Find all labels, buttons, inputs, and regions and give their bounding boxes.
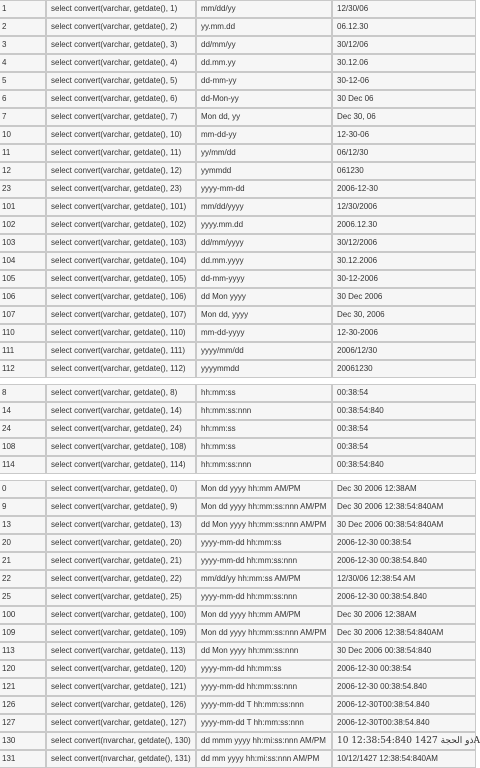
- query-cell: select convert(varchar, getdate(), 11): [46, 144, 196, 162]
- table-row: [0, 234, 476, 252]
- output-cell: 00:38:54:840: [332, 402, 476, 420]
- table-row: [0, 288, 476, 306]
- table-row: [0, 732, 476, 750]
- query-cell: select convert(varchar, getdate(), 111): [46, 342, 196, 360]
- output-cell: 30 Dec 2006 00:38:54:840: [332, 642, 476, 660]
- style-code-cell: 103: [0, 234, 46, 252]
- table-row: [0, 714, 476, 732]
- style-code-cell: 130: [0, 732, 46, 750]
- query-cell: select convert(varchar, getdate(), 22): [46, 570, 196, 588]
- query-cell: select convert(varchar, getdate(), 12): [46, 162, 196, 180]
- query-cell: select convert(varchar, getdate(), 127): [46, 714, 196, 732]
- table-row: [0, 0, 476, 18]
- table-row: [0, 420, 476, 438]
- table-row: [0, 360, 476, 378]
- style-code-cell: 100: [0, 606, 46, 624]
- style-code-cell: 20: [0, 534, 46, 552]
- format-cell: yyyy-mm-dd: [196, 180, 332, 198]
- style-code-cell: 2: [0, 18, 46, 36]
- style-code-cell: 110: [0, 324, 46, 342]
- query-cell: select convert(varchar, getdate(), 1): [46, 0, 196, 18]
- query-cell: select convert(varchar, getdate(), 23): [46, 180, 196, 198]
- query-cell: select convert(varchar, getdate(), 0): [46, 480, 196, 498]
- output-cell: Dec 30, 06: [332, 108, 476, 126]
- query-cell: select convert(varchar, getdate(), 120): [46, 660, 196, 678]
- query-cell: select convert(varchar, getdate(), 105): [46, 270, 196, 288]
- table-row: [0, 438, 476, 456]
- query-cell: select convert(varchar, getdate(), 21): [46, 552, 196, 570]
- query-cell: select convert(varchar, getdate(), 10): [46, 126, 196, 144]
- style-code-cell: 105: [0, 270, 46, 288]
- output-cell: 2006-12-30T00:38:54.840: [332, 696, 476, 714]
- format-cell: yy.mm.dd: [196, 18, 332, 36]
- output-cell: 20061230: [332, 360, 476, 378]
- format-cell: yyyy.mm.dd: [196, 216, 332, 234]
- output-cell: 10 ذو الحجة 1427 12:38:54:840A: [332, 732, 476, 750]
- table-row: [0, 180, 476, 198]
- output-cell: 12-30-2006: [332, 324, 476, 342]
- output-cell: 00:38:54:840: [332, 456, 476, 474]
- style-code-cell: 121: [0, 678, 46, 696]
- table-row: [0, 126, 476, 144]
- table-row: [0, 90, 476, 108]
- query-cell: select convert(varchar, getdate(), 20): [46, 534, 196, 552]
- output-cell: 30 Dec 2006: [332, 288, 476, 306]
- table-row: [0, 456, 476, 474]
- format-cell: dd Mon yyyy hh:mm:ss:nnn: [196, 642, 332, 660]
- output-cell: 12/30/06 12:38:54 AM: [332, 570, 476, 588]
- table-row: [0, 660, 476, 678]
- format-cell: yyyy-mm-dd hh:mm:ss: [196, 534, 332, 552]
- style-code-cell: 102: [0, 216, 46, 234]
- style-code-cell: 22: [0, 570, 46, 588]
- format-cell: dd mm yyyy hh:mi:ss:nnn AM/PM: [196, 750, 332, 768]
- style-code-cell: 126: [0, 696, 46, 714]
- format-cell: hh:mm:ss:nnn: [196, 456, 332, 474]
- format-cell: Mon dd yyyy hh:mm:ss:nnn AM/PM: [196, 624, 332, 642]
- table-row: [0, 606, 476, 624]
- query-cell: select convert(varchar, getdate(), 24): [46, 420, 196, 438]
- output-cell: 12-30-06: [332, 126, 476, 144]
- output-cell: 061230: [332, 162, 476, 180]
- format-cell: yyyy-mm-dd hh:mm:ss:nnn: [196, 678, 332, 696]
- format-cell: dd Mon yyyy: [196, 288, 332, 306]
- format-cell: mm/dd/yy hh:mm:ss AM/PM: [196, 570, 332, 588]
- query-cell: select convert(nvarchar, getdate(), 131): [46, 750, 196, 768]
- table-row: [0, 516, 476, 534]
- output-cell: 12/30/2006: [332, 198, 476, 216]
- output-cell: 30 Dec 06: [332, 90, 476, 108]
- format-cell: Mon dd, yy: [196, 108, 332, 126]
- format-cell: mm-dd-yyyy: [196, 324, 332, 342]
- table-row: [0, 534, 476, 552]
- table-row: [0, 54, 476, 72]
- style-code-cell: 4: [0, 54, 46, 72]
- table-row: [0, 384, 476, 402]
- style-code-cell: 6: [0, 90, 46, 108]
- format-cell: Mon dd yyyy hh:mm AM/PM: [196, 606, 332, 624]
- table-row: [0, 72, 476, 90]
- output-cell: 00:38:54: [332, 384, 476, 402]
- table-row: [0, 306, 476, 324]
- output-cell: Dec 30, 2006: [332, 306, 476, 324]
- table-row: [0, 36, 476, 54]
- table-row: [0, 570, 476, 588]
- table-row: [0, 108, 476, 126]
- style-code-cell: 113: [0, 642, 46, 660]
- style-code-cell: 107: [0, 306, 46, 324]
- style-code-cell: 1: [0, 0, 46, 18]
- query-cell: select convert(varchar, getdate(), 106): [46, 288, 196, 306]
- format-cell: dd-Mon-yy: [196, 90, 332, 108]
- query-cell: select convert(varchar, getdate(), 121): [46, 678, 196, 696]
- format-cell: dd.mm.yyyy: [196, 252, 332, 270]
- format-cell: mm/dd/yy: [196, 0, 332, 18]
- format-cell: dd/mm/yy: [196, 36, 332, 54]
- output-cell: 12/30/06: [332, 0, 476, 18]
- style-code-cell: 24: [0, 420, 46, 438]
- output-cell: 2006-12-30 00:38:54.840: [332, 552, 476, 570]
- query-cell: select convert(varchar, getdate(), 113): [46, 642, 196, 660]
- output-cell: 30.12.06: [332, 54, 476, 72]
- output-cell: 00:38:54: [332, 420, 476, 438]
- format-cell: dd-mm-yy: [196, 72, 332, 90]
- format-cell: hh:mm:ss: [196, 420, 332, 438]
- style-code-cell: 25: [0, 588, 46, 606]
- format-cell: hh:mm:ss:nnn: [196, 402, 332, 420]
- format-cell: dd.mm.yy: [196, 54, 332, 72]
- table-row: [0, 696, 476, 714]
- style-code-cell: 21: [0, 552, 46, 570]
- query-cell: select convert(varchar, getdate(), 110): [46, 324, 196, 342]
- table-row: [0, 270, 476, 288]
- query-cell: select convert(varchar, getdate(), 2): [46, 18, 196, 36]
- output-cell: 30-12-06: [332, 72, 476, 90]
- output-cell: 00:38:54: [332, 438, 476, 456]
- format-cell: yyyy-mm-dd hh:mm:ss: [196, 660, 332, 678]
- style-code-cell: 131: [0, 750, 46, 768]
- query-cell: select convert(varchar, getdate(), 6): [46, 90, 196, 108]
- output-cell: 06.12.30: [332, 18, 476, 36]
- style-code-cell: 106: [0, 288, 46, 306]
- table-row: [0, 588, 476, 606]
- query-cell: select convert(varchar, getdate(), 114): [46, 456, 196, 474]
- style-code-cell: 7: [0, 108, 46, 126]
- format-cell: dd mmm yyyy hh:mi:ss:nnn AM/PM: [196, 732, 332, 750]
- style-code-cell: 112: [0, 360, 46, 378]
- output-cell: 2006-12-30: [332, 180, 476, 198]
- table-row: [0, 678, 476, 696]
- format-cell: Mon dd, yyyy: [196, 306, 332, 324]
- format-cell: mm-dd-yy: [196, 126, 332, 144]
- format-cell: dd-mm-yyyy: [196, 270, 332, 288]
- style-code-cell: 3: [0, 36, 46, 54]
- table-row: [0, 342, 476, 360]
- format-cell: yyyy-mm-dd T hh:mm:ss:nnn: [196, 696, 332, 714]
- output-cell: Dec 30 2006 12:38:54:840AM: [332, 624, 476, 642]
- table-row: [0, 252, 476, 270]
- query-cell: select convert(varchar, getdate(), 112): [46, 360, 196, 378]
- table-row: [0, 324, 476, 342]
- style-code-cell: 120: [0, 660, 46, 678]
- query-cell: select convert(varchar, getdate(), 8): [46, 384, 196, 402]
- format-cell: yyyy-mm-dd hh:mm:ss:nnn: [196, 588, 332, 606]
- query-cell: select convert(varchar, getdate(), 107): [46, 306, 196, 324]
- style-code-cell: 14: [0, 402, 46, 420]
- query-cell: select convert(varchar, getdate(), 7): [46, 108, 196, 126]
- format-cell: dd/mm/yyyy: [196, 234, 332, 252]
- style-code-cell: 8: [0, 384, 46, 402]
- output-cell: Dec 30 2006 12:38:54:840AM: [332, 498, 476, 516]
- output-cell: 2006-12-30 00:38:54.840: [332, 588, 476, 606]
- table-row: [0, 642, 476, 660]
- output-cell: 30.12.2006: [332, 252, 476, 270]
- output-cell: 2006-12-30T00:38:54.840: [332, 714, 476, 732]
- query-cell: select convert(varchar, getdate(), 101): [46, 198, 196, 216]
- style-code-cell: 109: [0, 624, 46, 642]
- output-cell: Dec 30 2006 12:38AM: [332, 606, 476, 624]
- format-cell: yyyymmdd: [196, 360, 332, 378]
- output-cell: 30/12/2006: [332, 234, 476, 252]
- output-cell: 2006-12-30 00:38:54.840: [332, 678, 476, 696]
- style-code-cell: 111: [0, 342, 46, 360]
- table-row: [0, 498, 476, 516]
- style-code-cell: 101: [0, 198, 46, 216]
- output-cell: 10/12/1427 12:38:54:840AM: [332, 750, 476, 768]
- table-row: [0, 216, 476, 234]
- style-code-cell: 127: [0, 714, 46, 732]
- style-code-cell: 104: [0, 252, 46, 270]
- output-cell: 2006-12-30 00:38:54: [332, 660, 476, 678]
- query-cell: select convert(varchar, getdate(), 25): [46, 588, 196, 606]
- table-row: [0, 162, 476, 180]
- format-cell: yymmdd: [196, 162, 332, 180]
- output-cell: 2006/12/30: [332, 342, 476, 360]
- output-cell: 30/12/06: [332, 36, 476, 54]
- query-cell: select convert(varchar, getdate(), 3): [46, 36, 196, 54]
- table-row: [0, 624, 476, 642]
- format-cell: hh:mm:ss: [196, 438, 332, 456]
- format-cell: yyyy/mm/dd: [196, 342, 332, 360]
- output-cell: 30 Dec 2006 00:38:54:840AM: [332, 516, 476, 534]
- table-row: [0, 198, 476, 216]
- query-cell: select convert(varchar, getdate(), 4): [46, 54, 196, 72]
- table-row: [0, 402, 476, 420]
- output-cell: 30-12-2006: [332, 270, 476, 288]
- output-cell: 2006-12-30 00:38:54: [332, 534, 476, 552]
- query-cell: select convert(varchar, getdate(), 13): [46, 516, 196, 534]
- table-row: [0, 552, 476, 570]
- format-cell: dd Mon yyyy hh:mm:ss:nnn AM/PM: [196, 516, 332, 534]
- query-cell: select convert(varchar, getdate(), 5): [46, 72, 196, 90]
- table-row: [0, 18, 476, 36]
- style-code-cell: 114: [0, 456, 46, 474]
- style-code-cell: 9: [0, 498, 46, 516]
- format-cell: yy/mm/dd: [196, 144, 332, 162]
- table-row: [0, 480, 476, 498]
- query-cell: select convert(varchar, getdate(), 104): [46, 252, 196, 270]
- table-row: [0, 144, 476, 162]
- query-cell: select convert(varchar, getdate(), 14): [46, 402, 196, 420]
- format-cell: Mon dd yyyy hh:mm:ss:nnn AM/PM: [196, 498, 332, 516]
- format-cell: yyyy-mm-dd hh:mm:ss:nnn: [196, 552, 332, 570]
- table-row: [0, 750, 476, 768]
- query-cell: select convert(varchar, getdate(), 103): [46, 234, 196, 252]
- format-cell: yyyy-mm-dd T hh:mm:ss:nnn: [196, 714, 332, 732]
- format-cell: hh:mm:ss: [196, 384, 332, 402]
- style-code-cell: 13: [0, 516, 46, 534]
- query-cell: select convert(varchar, getdate(), 102): [46, 216, 196, 234]
- style-code-cell: 23: [0, 180, 46, 198]
- query-cell: select convert(varchar, getdate(), 108): [46, 438, 196, 456]
- query-cell: select convert(varchar, getdate(), 126): [46, 696, 196, 714]
- query-cell: select convert(varchar, getdate(), 109): [46, 624, 196, 642]
- style-code-cell: 11: [0, 144, 46, 162]
- style-code-cell: 5: [0, 72, 46, 90]
- style-code-cell: 0: [0, 480, 46, 498]
- query-cell: select convert(varchar, getdate(), 100): [46, 606, 196, 624]
- style-code-cell: 12: [0, 162, 46, 180]
- output-cell: Dec 30 2006 12:38AM: [332, 480, 476, 498]
- output-cell: 2006.12.30: [332, 216, 476, 234]
- output-cell: 06/12/30: [332, 144, 476, 162]
- style-code-cell: 108: [0, 438, 46, 456]
- style-code-cell: 10: [0, 126, 46, 144]
- query-cell: select convert(varchar, getdate(), 9): [46, 498, 196, 516]
- format-cell: Mon dd yyyy hh:mm AM/PM: [196, 480, 332, 498]
- query-cell: select convert(nvarchar, getdate(), 130): [46, 732, 196, 750]
- format-cell: mm/dd/yyyy: [196, 198, 332, 216]
